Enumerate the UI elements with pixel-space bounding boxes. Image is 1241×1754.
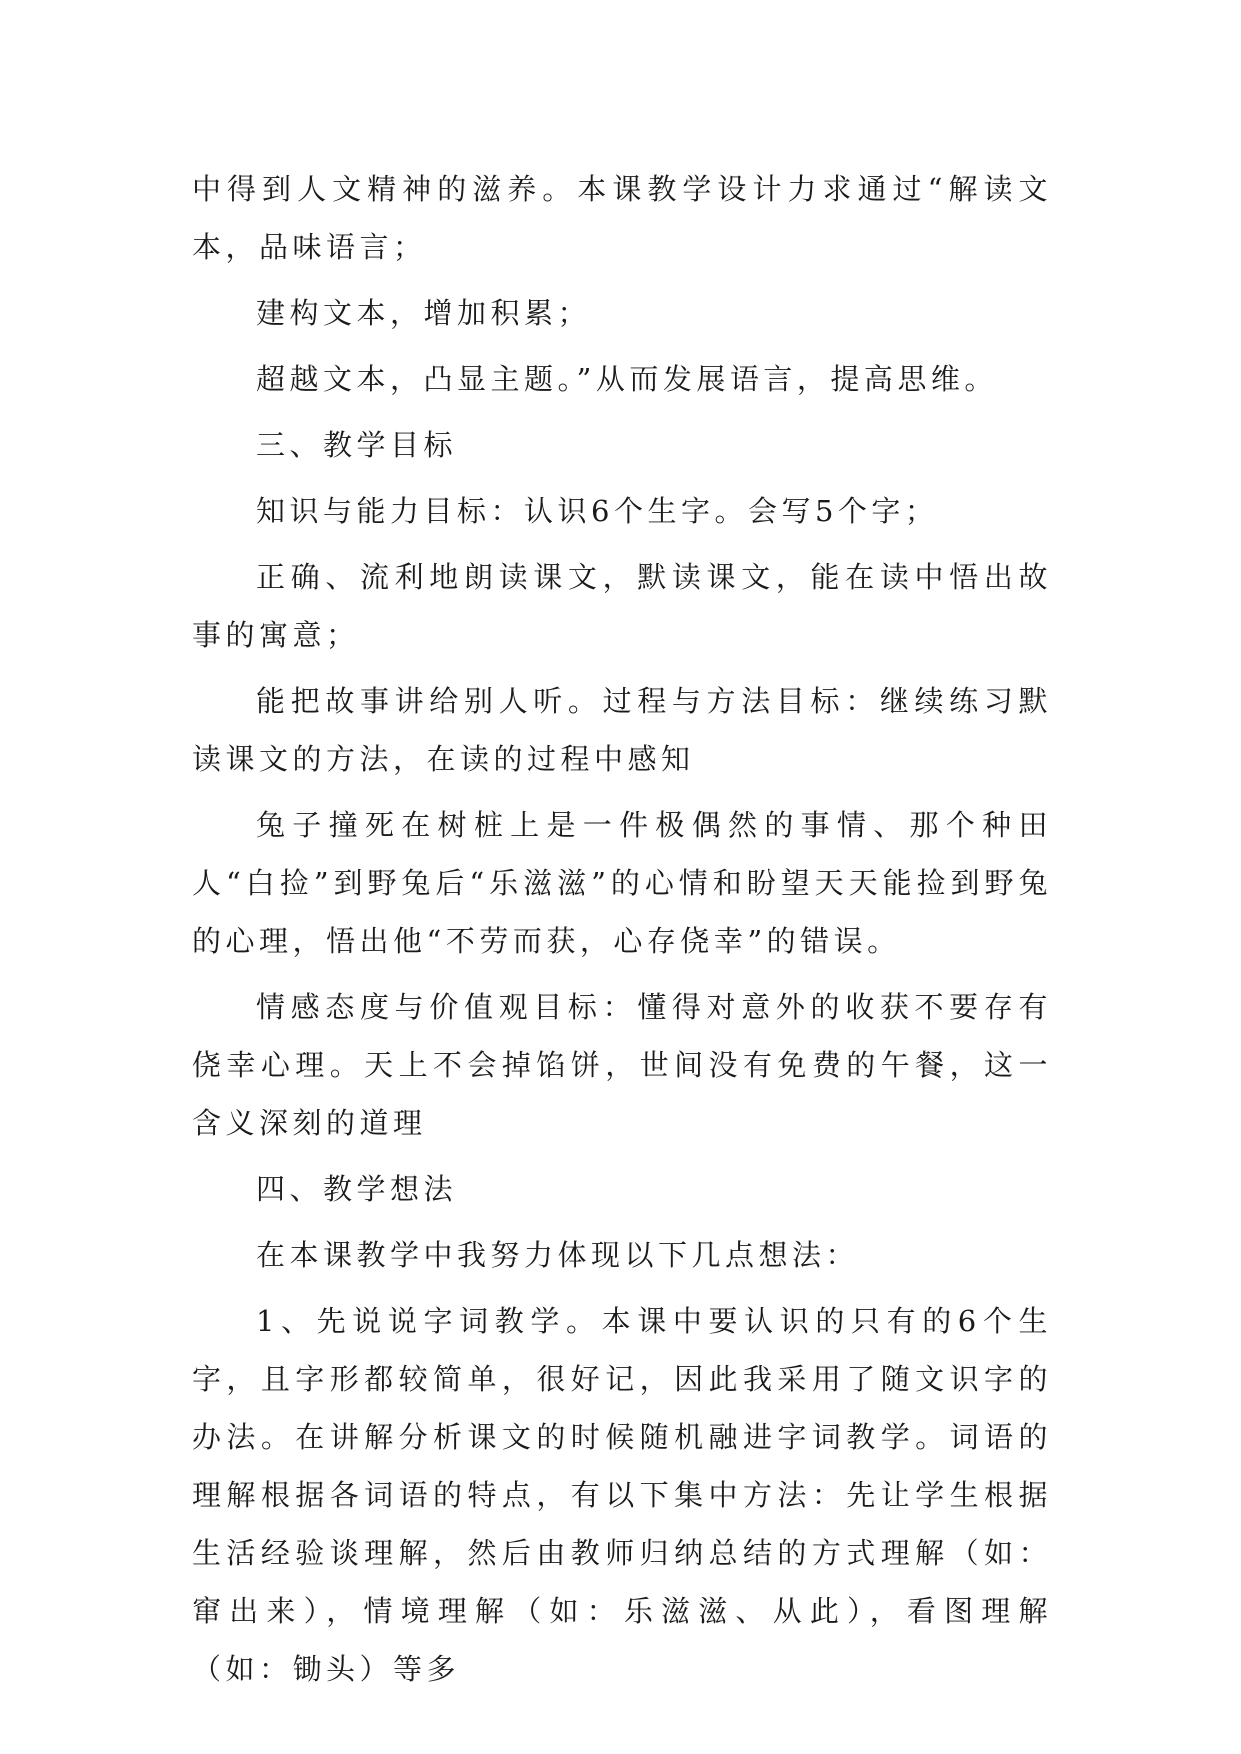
paragraph: 中得到人文精神的滋养。本课教学设计力求通过“解读文本，品味语言； — [192, 172, 1052, 264]
paragraph: 知识与能力目标：认识6个生字。会写5个字； — [256, 494, 939, 528]
paragraph: 在本课教学中我努力体现以下几点想法： — [256, 1238, 860, 1272]
paragraph: 兔子撞死在树桩上是一件极偶然的事情、那个种田人“白捡”到野兔后“乐滋滋”的心情和盼望天天能捡到野兔的心理，悟出他“不劳而获，心存侥幸”的错误。 — [192, 808, 1052, 958]
section-heading: 三、教学目标 — [256, 428, 458, 462]
body-text — [192, 160, 1052, 1706]
paragraph: 正确、流利地朗读课文，默读课文，能在读中悟出故事的寓意； — [192, 560, 1052, 652]
paragraph: 建构文本，增加积累； — [256, 296, 592, 330]
paragraph: 1、先说说字词教学。本课中要认识的只有的6个生字，且字形都较简单，很好记，因此我采用了随文识字的办法。在讲解分析课文的时候随机融进字词教学。词语的理解根据各词语的特点，有以下集中方法：先让学生根据生活经验谈理解，然后由教师归纳总结的方式理解（如：窜出来），情境理解（如：乐滋滋、从此），看图理解（如：锄头）等多 — [192, 1304, 1052, 1686]
paragraph: 能把故事讲给别人听。过程与方法目标：继续练习默读课文的方法，在读的过程中感知 — [192, 684, 1052, 776]
section-heading: 四、教学想法 — [256, 1172, 458, 1206]
paragraph: 情感态度与价值观目标：懂得对意外的收获不要存有侥幸心理。天上不会掉馅饼，世间没有免费的午餐，这一含义深刻的道理 — [192, 990, 1052, 1140]
paragraph: 超越文本，凸显主题。”从而发展语言，提高思维。 — [256, 362, 998, 396]
